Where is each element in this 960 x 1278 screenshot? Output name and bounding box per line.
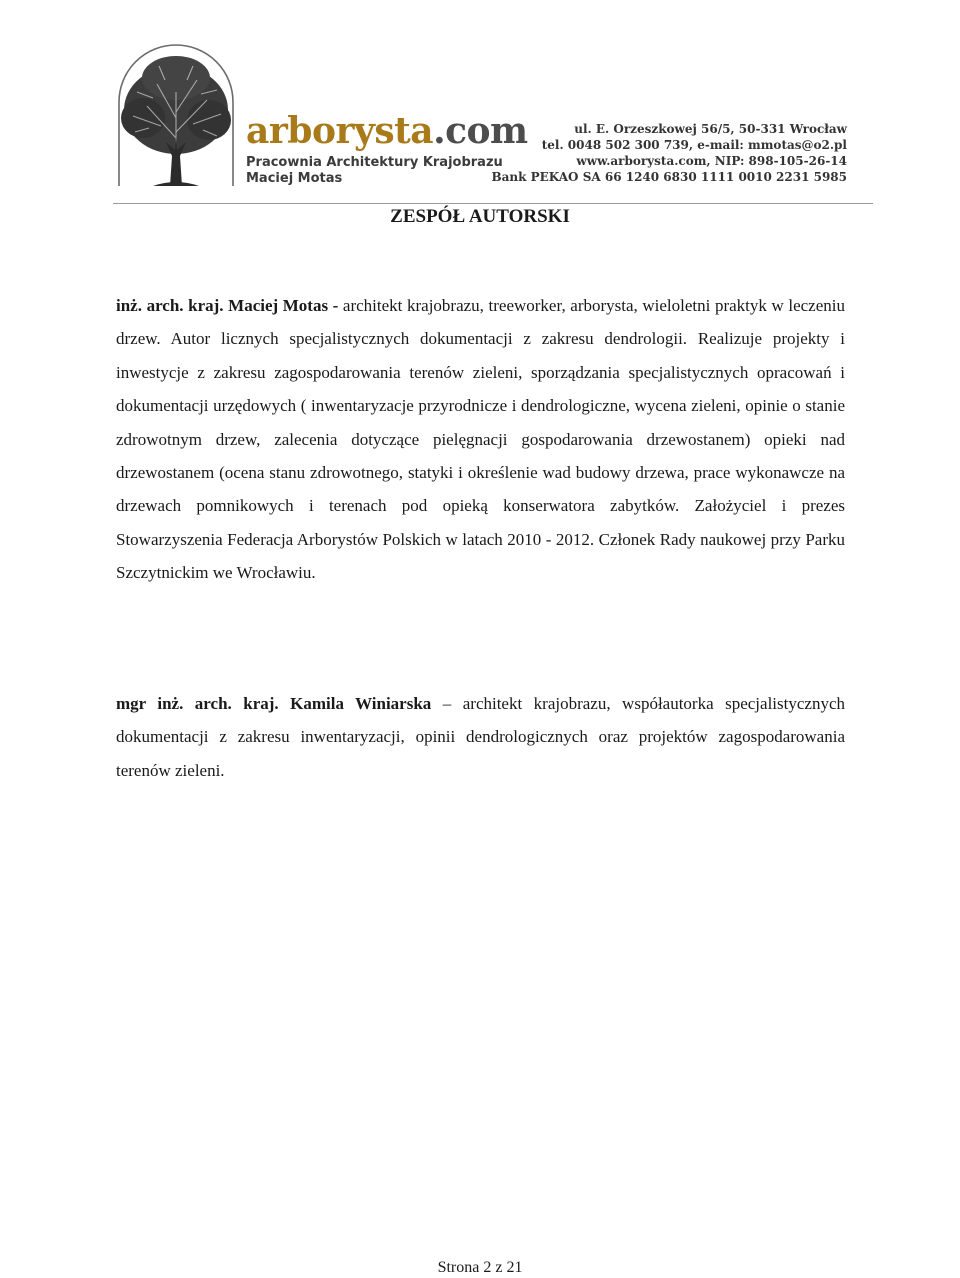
studio-block — [246, 155, 503, 187]
contact-address: ul. E. Orzeszkowej 56/5, 50-331 Wrocław — [574, 122, 847, 136]
brand-name-main: arborysta — [246, 110, 434, 152]
author-description: – architekt krajobrazu, współautorka specjalistycznych dokumentacji z zakresu inwentaryzacji, opinii dendrologicznych oraz projektów zagospodarowania terenów zieleni. — [116, 694, 845, 780]
contact-block — [492, 121, 848, 185]
contact-web-nip: www.arborysta.com, NIP: 898-105-26-14 — [576, 154, 847, 168]
page-number: Strona 2 z 21 — [437, 1259, 523, 1276]
author-name: inż. arch. kraj. Maciej Motas - — [116, 296, 339, 315]
owner-name: Maciej Motas — [246, 171, 343, 186]
author-name: mgr inż. arch. kraj. Kamila Winiarska — [116, 694, 432, 713]
author-description: architekt krajobrazu, treeworker, arborysta, wieloletni praktyk w leczeniu drzew. Autor licznych specjalistycznych dokumentacji z zakresu dendrologii. Realizuje projekty i inwestycje z zakresu zagospodarowania terenów zieleni, sporządzania specjalistycznych opracowań i dokumentacji urzędowych ( inwentaryzacje przyrodnicze i dendrologiczne, wycena zieleni, opinie o stanie zdrowotnym drzew, zalecenia dotyczące pielęgnacji gospodarowania drzewostanem) opieki nad drzewostanem (ocena stanu zdrowotnego, statyki i określenie wad budowy drzewa, prace wykonawcze na drzewach pomnikowych i terenach pod opieką konserwatora zabytków. Założyciel i prezes Stowarzyszenia Federacja Arborystów Polskich w latach 2010 - 2012. Członek Rady naukowej przy Parku Szczytnickim we Wrocławiu. — [116, 296, 845, 583]
tree-icon — [113, 40, 239, 190]
letterhead — [0, 0, 960, 205]
author-paragraph — [116, 687, 845, 787]
contact-bank: Bank PEKAO SA 66 1240 6830 1111 0010 2231 5985 — [491, 170, 847, 184]
page-title: ZESPÓŁ AUTORSKI — [390, 206, 570, 227]
contact-phone-email: tel. 0048 502 300 739, e-mail: mmotas@o2.pl — [541, 138, 847, 152]
brand-domain: .com — [433, 110, 528, 152]
studio-name: Pracownia Architektury Krajobrazu — [246, 155, 503, 170]
header-divider — [113, 203, 873, 204]
author-paragraph — [116, 289, 845, 590]
brand-name — [246, 109, 528, 153]
